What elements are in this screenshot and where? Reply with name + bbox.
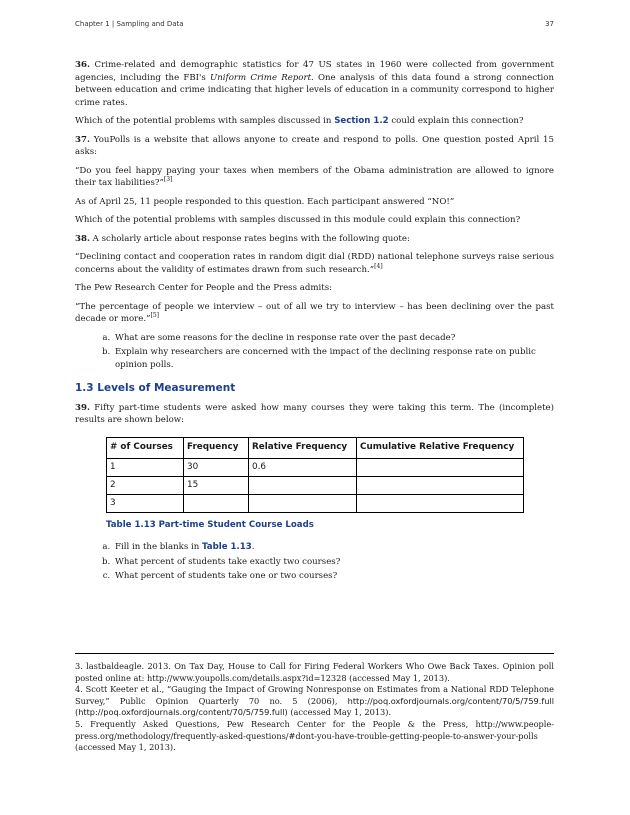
page-header bbox=[75, 20, 554, 28]
table-cell: 3 bbox=[107, 494, 184, 512]
table-row bbox=[107, 494, 524, 512]
table-cell bbox=[357, 458, 524, 476]
table-cell bbox=[184, 494, 249, 512]
footnotes bbox=[75, 653, 554, 754]
question-number: 36. bbox=[75, 60, 90, 70]
table-cell bbox=[249, 494, 357, 512]
footnote-ref-4[interactable]: [4] bbox=[374, 262, 383, 270]
table-1-13-link[interactable]: Table 1.13 bbox=[202, 542, 252, 552]
table-row bbox=[107, 458, 524, 476]
question-39-items bbox=[75, 541, 554, 583]
table-cell: 2 bbox=[107, 476, 184, 494]
question-37: 37. YouPolls is a website that allows anyone to create and respond to polls. One question posted April 15 asks: bbox=[75, 134, 554, 157]
table-header-row bbox=[107, 437, 524, 458]
footnote-4: 4. Scott Keeter et al., “Gauging the Impact of Growing Nonresponse on Estimates from a National RDD Telephone Survey,” Public Opinion Quarterly 70 no. 5 (2006), http://poq.oxfordjournals.org/content/70/5/759.full (http://poq.oxfordjournals.org/content/70/5/759.full) (accessed May 1, 2013). bbox=[75, 684, 554, 718]
table-cell: 15 bbox=[184, 476, 249, 494]
table-row bbox=[107, 476, 524, 494]
column-header: Cumulative Relative Frequency bbox=[357, 437, 524, 458]
column-header: Relative Frequency bbox=[249, 437, 357, 458]
list-item: c. What percent of students take one or two courses? bbox=[113, 570, 554, 583]
list-item: a. What are some reasons for the decline in response rate over the past decade? bbox=[113, 332, 554, 345]
question-36: 36. Crime-related and demographic statistics for 47 US states in 1960 were collected from government agencies, including the FBI's Uniform Crime Report. One analysis of this data found a strong connection between education and crime indicating that higher levels of education in a community correspond to higher crime rates. bbox=[75, 60, 554, 108]
footnote-4-link[interactable]: http://poq.oxfordjournals.org/content/70/5/759.full (http://poq.oxfordjournals.org/content/70/5/759.full) bbox=[75, 695, 554, 718]
table-cell bbox=[249, 476, 357, 494]
page-number: 37 bbox=[545, 20, 554, 28]
table-caption: Table 1.13 Part-time Student Course Loads bbox=[106, 519, 314, 530]
table-cell bbox=[357, 494, 524, 512]
section-1-2-link[interactable]: Section 1.2 bbox=[334, 116, 389, 126]
course-load-table bbox=[106, 437, 524, 513]
question-39: 39. Fifty part-time students were asked how many courses they were taking this term. The (incomplete) results are shown below: bbox=[75, 402, 554, 425]
chapter-title: Chapter 1 | Sampling and Data bbox=[75, 20, 184, 28]
list-item: b. What percent of students take exactly two courses? bbox=[113, 556, 554, 569]
question-38: 38. A scholarly article about response rates begins with the following quote: bbox=[75, 233, 410, 244]
question-38-quote-1: “Declining contact and cooperation rates in random digit dial (RDD) national telephone surveys raise serious concerns about the validity of estimates drawn from such research.”[4] bbox=[75, 252, 554, 275]
question-37-quote: “Do you feel happy paying your taxes when members of the Obama administration are allowed to ignore their tax liabilities?”[3] bbox=[75, 165, 554, 188]
footnote-ref-3[interactable]: [3] bbox=[163, 176, 173, 184]
table-cell: 30 bbox=[184, 458, 249, 476]
question-38-admits: The Pew Research Center for People and the Press admits: bbox=[75, 283, 333, 293]
section-heading: 1.3 Levels of Measurement bbox=[75, 382, 236, 394]
column-header: # of Courses bbox=[107, 437, 184, 458]
table-cell: 0.6 bbox=[249, 458, 357, 476]
question-number: 37. bbox=[75, 134, 90, 145]
question-37-followup: Which of the potential problems with samples discussed in this module could explain this connection? bbox=[75, 215, 521, 225]
question-number: 38. bbox=[75, 233, 90, 244]
table-cell bbox=[357, 476, 524, 494]
table-cell: 1 bbox=[107, 458, 184, 476]
question-37-response: As of April 25, 11 people responded to this question. Each participant answered “NO!” bbox=[75, 196, 455, 207]
page-content bbox=[75, 59, 554, 591]
question-number: 39. bbox=[75, 402, 90, 413]
list-item: a. Fill in the blanks in Table 1.13. bbox=[113, 541, 554, 554]
question-36-followup: Which of the potential problems with samples discussed in Section 1.2 could explain this connection? bbox=[75, 116, 524, 126]
list-item: b. Explain why researchers are concerned with the impact of the declining response rate on public opinion polls. bbox=[113, 346, 554, 371]
question-38-quote-2: “The percentage of people we interview – out of all we try to interview – has been declining over the past decade or more.”[5] bbox=[75, 301, 554, 324]
footnote-3: 3. lastbaldeagle. 2013. On Tax Day, House to Call for Firing Federal Workers Who Owe Back Taxes. Opinion poll posted online at: http://www.youpolls.com/details.aspx?id=12328 (accessed May 1, 2013). bbox=[75, 661, 554, 683]
column-header: Frequency bbox=[184, 437, 249, 458]
question-38-items bbox=[75, 332, 554, 372]
footnote-5: 5. Frequently Asked Questions, Pew Research Center for the People & the Press, http://www.people-press.org/methodology/frequently-asked-questions/#dont-you-have-trouble-getting-people-to-answer-your-polls (accessed May 1, 2013). bbox=[75, 718, 554, 753]
footnote-ref-5[interactable]: [5] bbox=[150, 312, 159, 320]
